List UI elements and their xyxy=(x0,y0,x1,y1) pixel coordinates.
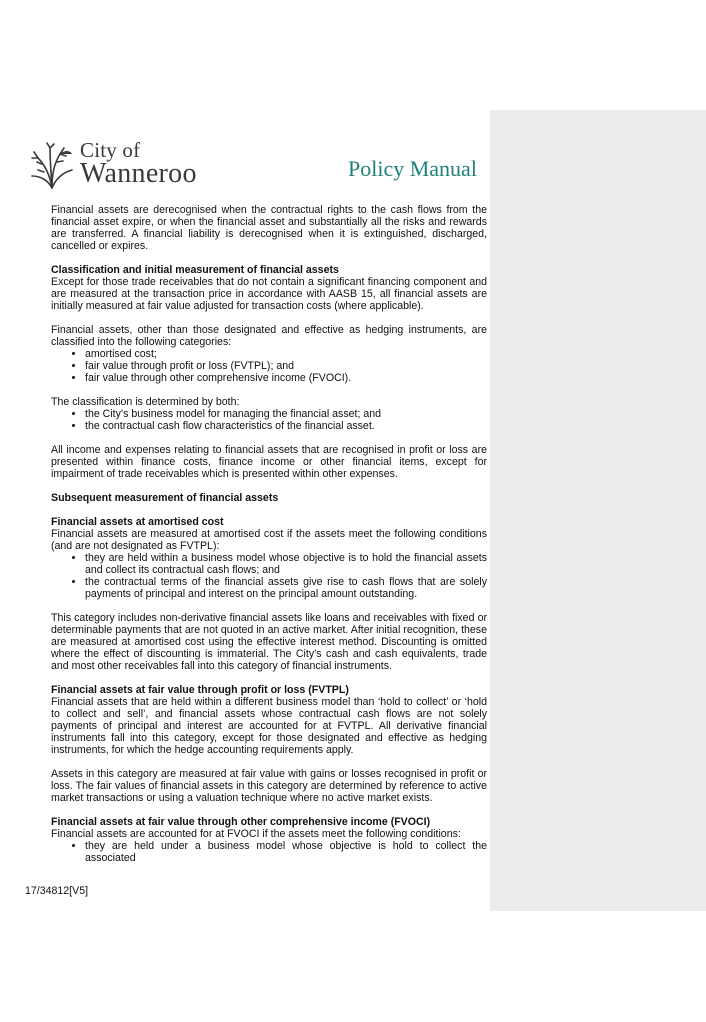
heading-amortised-cost: Financial assets at amortised cost xyxy=(51,516,224,528)
heading-classification: Classification and initial measurement of financial assets xyxy=(51,264,339,276)
list-fvoci-conditions xyxy=(51,840,487,864)
list-item: • the contractual cash flow characteristics of the financial asset. xyxy=(85,420,487,432)
list-amortised-conditions xyxy=(51,552,487,600)
paragraph-income-expenses: All income and expenses relating to financial assets that are recognised in profit or loss are presented within finance costs, finance income or other financial items, except for impairment of trade receivables which is presented within other expenses. xyxy=(51,444,487,480)
list-item: • amortised cost; xyxy=(85,348,487,360)
comment-margin-panel xyxy=(490,110,706,911)
list-item: • fair value through profit or loss (FVTPL); and xyxy=(85,360,487,372)
logo-text-city-of: City of xyxy=(80,138,141,162)
paragraph-categories-intro: Financial assets, other than those designated and effective as hedging instruments, are classified into the following categories: xyxy=(51,324,487,348)
paragraph-fvtpl-measurement: Assets in this category are measured at fair value with gains or losses recognised in profit or loss. The fair values of financial assets in this category are determined by reference to active market transactions or using a valuation technique where no active market exists. xyxy=(51,768,487,804)
list-item: • the contractual terms of the financial assets give rise to cash flows that are solely payments of principal and interest on the principal amount outstanding. xyxy=(85,576,487,600)
logo-text-wanneroo: Wanneroo xyxy=(80,158,197,189)
paragraph-fvoci-conditions: Financial assets are accounted for at FVOCI if the assets meet the following conditions: xyxy=(51,828,461,840)
plant-logo-icon xyxy=(30,140,76,190)
paragraph-amortised-category: This category includes non-derivative financial assets like loans and receivables with fixed or determinable payments that are not quoted in an active market. After initial recognition, these are measured at amortised cost using the effective interest method. Discounting is omitted where the effect of discounting is immaterial. The City’s cash and cash equivalents, trade and most other receivables fall into this category of financial instruments. xyxy=(51,612,487,672)
document-body xyxy=(51,204,487,876)
heading-fvoci: Financial assets at fair value through other comprehensive income (FVOCI) xyxy=(51,816,431,828)
list-categories xyxy=(51,348,487,384)
list-item: • fair value through other comprehensive income (FVOCI). xyxy=(85,372,487,384)
city-logo xyxy=(30,138,230,193)
list-item: • they are held within a business model whose objective is to hold the financial assets and collect its contractual cash flows; and xyxy=(85,552,487,576)
page-title: Policy Manual xyxy=(348,156,477,181)
list-classification-basis xyxy=(51,408,487,432)
paragraph-fvtpl: Financial assets that are held within a different business model than ‘hold to collect’ or ‘hold to collect and sell’, and financial assets whose contractual cash flows are not solely payments of principal and interest are accounted for at FVTPL. All derivative financial instruments fall into this category, except for those designated and effective as hedging instruments, for which the hedge accounting requirements apply. xyxy=(51,696,487,756)
paragraph-classification-basis: The classification is determined by both: xyxy=(51,396,240,408)
heading-fvtpl: Financial assets at fair value through profit or loss (FVTPL) xyxy=(51,684,349,696)
paragraph-initial-measurement: Except for those trade receivables that do not contain a significant financing component and are measured at the transaction price in accordance with AASB 15, all financial assets are initially measured at fair value adjusted for transaction costs (where applicable). xyxy=(51,276,487,312)
paragraph-amortised-conditions: Financial assets are measured at amortised cost if the assets meet the following conditions (and are not designated as FVTPL): xyxy=(51,528,487,552)
list-item: • the City’s business model for managing the financial asset; and xyxy=(85,408,487,420)
list-item: • they are held under a business model whose objective is hold to collect the associated xyxy=(85,840,487,864)
paragraph-derecognition: Financial assets are derecognised when the contractual rights to the cash flows from the financial asset expire, or when the financial asset and substantially all the risks and rewards are transferred. A financial liability is derecognised when it is extinguished, discharged, cancelled or expires. xyxy=(51,204,487,252)
document-reference-id: 17/34812[V5] xyxy=(25,885,89,897)
heading-subsequent-measurement: Subsequent measurement of financial assets xyxy=(51,492,279,504)
